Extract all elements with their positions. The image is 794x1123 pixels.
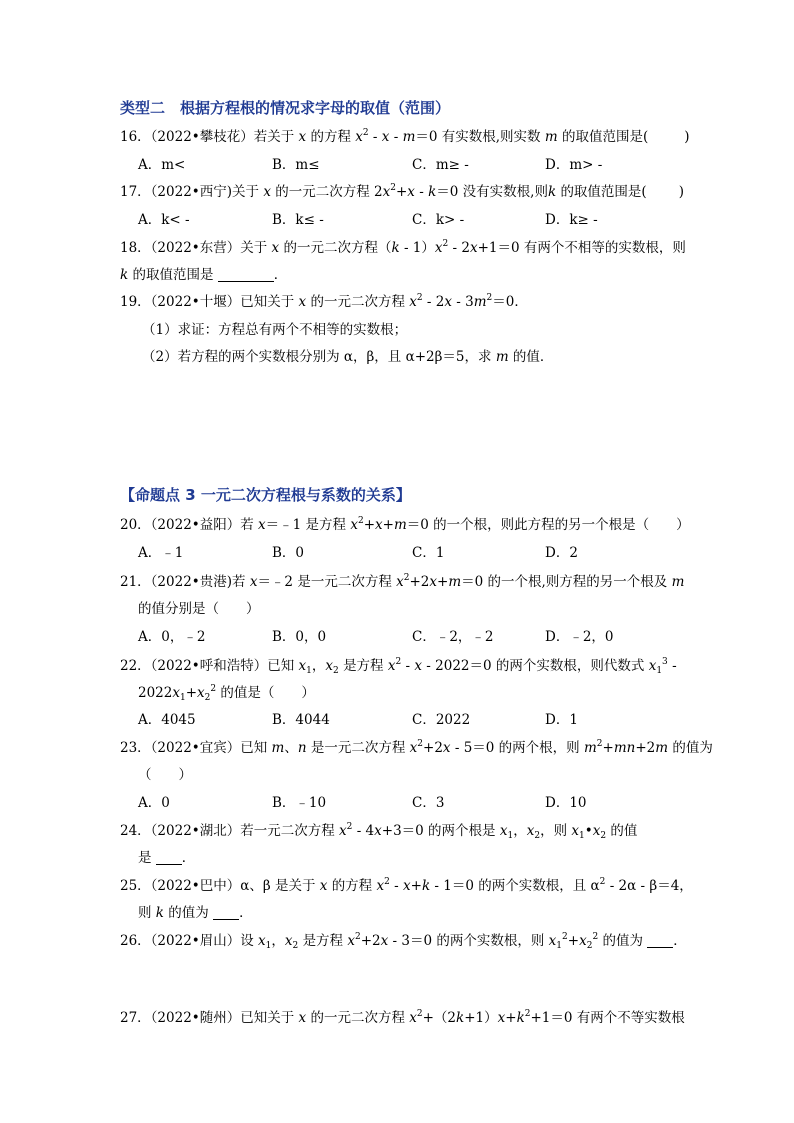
answer-blank[interactable] bbox=[213, 906, 239, 920]
option-c: C．﹣2，﹣2 bbox=[412, 629, 494, 645]
question-25-line2: 则 k 的值为 ． bbox=[138, 905, 253, 921]
question-19-part1: （1）求证：方程总有两个不相等的实数根； bbox=[142, 322, 408, 338]
option-d: D．k≥ - bbox=[545, 212, 598, 228]
question-16: 16．（2022•攀枝花）若关于 x 的方程 $x^2 - x - m=0$ 有实数根,则实数 m 的取值范围是( ) bbox=[120, 128, 690, 145]
answer-blank[interactable] bbox=[218, 268, 274, 282]
option-d: D．﹣2，0 bbox=[545, 629, 614, 645]
option-a: A．m< bbox=[138, 157, 186, 173]
answer-blank[interactable] bbox=[156, 851, 182, 865]
option-c: C．m≥ - bbox=[412, 157, 469, 173]
question-23-line2: （ ） bbox=[138, 767, 192, 783]
question-21-line2: 的值分别是（ ） bbox=[138, 601, 260, 617]
question-25: 25．（2022•巴中）α、β 是关于 x 的方程 $x^2 - x+k - 1=0$ 的两个实数根，且 $\alpha^2 - 2\alpha - \beta=4$， bbox=[120, 877, 693, 894]
question-22-line2: $2022x_1+x_2^2$ 的值是（ ） bbox=[138, 684, 315, 703]
section-title-type2: 类型二 根据方程根的情况求字母的取值（范围） bbox=[120, 99, 451, 117]
question-24: 24．（2022•湖北）若一元二次方程 $x^2 - 4x+3=0$ 的两个根是 $x_1$，$x_2$，则 $x_1•x_2$ 的值 bbox=[120, 822, 638, 841]
question-22: 22．（2022•呼和浩特）已知 $x_1$，$x_2$ 是方程 $x^2 - x - 2022=0$ 的两个实数根，则代数式 $x_1^3$ - bbox=[120, 657, 677, 676]
option-a: A．0 bbox=[138, 795, 170, 811]
option-a: A．4045 bbox=[138, 712, 196, 728]
option-d: D．1 bbox=[545, 712, 578, 728]
option-b: B．﹣10 bbox=[272, 795, 327, 811]
option-a: A．﹣1 bbox=[138, 545, 184, 561]
answer-blank[interactable] bbox=[647, 934, 673, 948]
question-19: 19．（2022•十堰）已知关于 x 的一元二次方程 $x^2 - 2x - 3m^2=0$． bbox=[120, 293, 528, 310]
question-23: 23．（2022•宜宾）已知 m、n 是一元二次方程 $x^2+2x - 5=0$ 的两个根，则 $m^2+mn+2m$ 的值为 bbox=[120, 739, 713, 756]
option-d: D．2 bbox=[545, 545, 578, 561]
option-b: B．0，0 bbox=[272, 629, 327, 645]
option-c: C．2022 bbox=[412, 712, 471, 728]
option-b: B．0 bbox=[272, 545, 305, 561]
question-20: 20．（2022•益阳）若 x＝﹣1 是方程 $x^2+x+m=0$ 的一个根，则此方程的另一个根是（ ） bbox=[120, 516, 690, 533]
option-c: C．3 bbox=[412, 795, 445, 811]
question-27: 27．（2022•随州）已知关于 x 的一元二次方程 $x^2+(2k+1)x+k^2+1=0$ 有两个不等实数根 bbox=[120, 1009, 685, 1026]
question-18: 18．（2022•东营）关于 x 的一元二次方程$(k - 1)x^2 - 2x+1=0$ 有两个不相等的实数根，则 bbox=[120, 239, 686, 256]
option-b: B．k≤ - bbox=[272, 212, 324, 228]
question-26: 26．（2022•眉山）设 $x_1$，$x_2$ 是方程 $x^2+2x - 3=0$ 的两个实数根，则 $x_1^2+x_2^2$ 的值为 ． bbox=[120, 932, 687, 951]
option-d: D．m> - bbox=[545, 157, 603, 173]
option-a: A．0，﹣2 bbox=[138, 629, 206, 645]
option-a: A．k< - bbox=[138, 212, 190, 228]
question-19-part2: （2）若方程的两个实数根分别为 α，β，且 α+2β＝5，求 m 的值． bbox=[142, 349, 554, 365]
option-b: B．4044 bbox=[272, 712, 330, 728]
option-c: C．1 bbox=[412, 545, 445, 561]
question-24-line2: 是 ． bbox=[138, 850, 196, 866]
question-18-line2: k 的取值范围是 ． bbox=[120, 267, 288, 283]
question-17: 17．（2022•西宁)关于 x 的一元二次方程 $2x^2+x - k=0$ 没有实数根,则k 的取值范围是( ) bbox=[120, 183, 684, 200]
option-b: B．m≤ bbox=[272, 157, 320, 173]
question-21: 21．（2022•贵港)若 x＝﹣2 是一元二次方程 $x^2+2x+m=0$ 的一个根,则方程的另一个根及 m bbox=[120, 573, 685, 590]
section-title-point3: 【命题点 3 一元二次方程根与系数的关系】 bbox=[120, 486, 411, 504]
option-c: C．k> - bbox=[412, 212, 465, 228]
option-d: D．10 bbox=[545, 795, 587, 811]
